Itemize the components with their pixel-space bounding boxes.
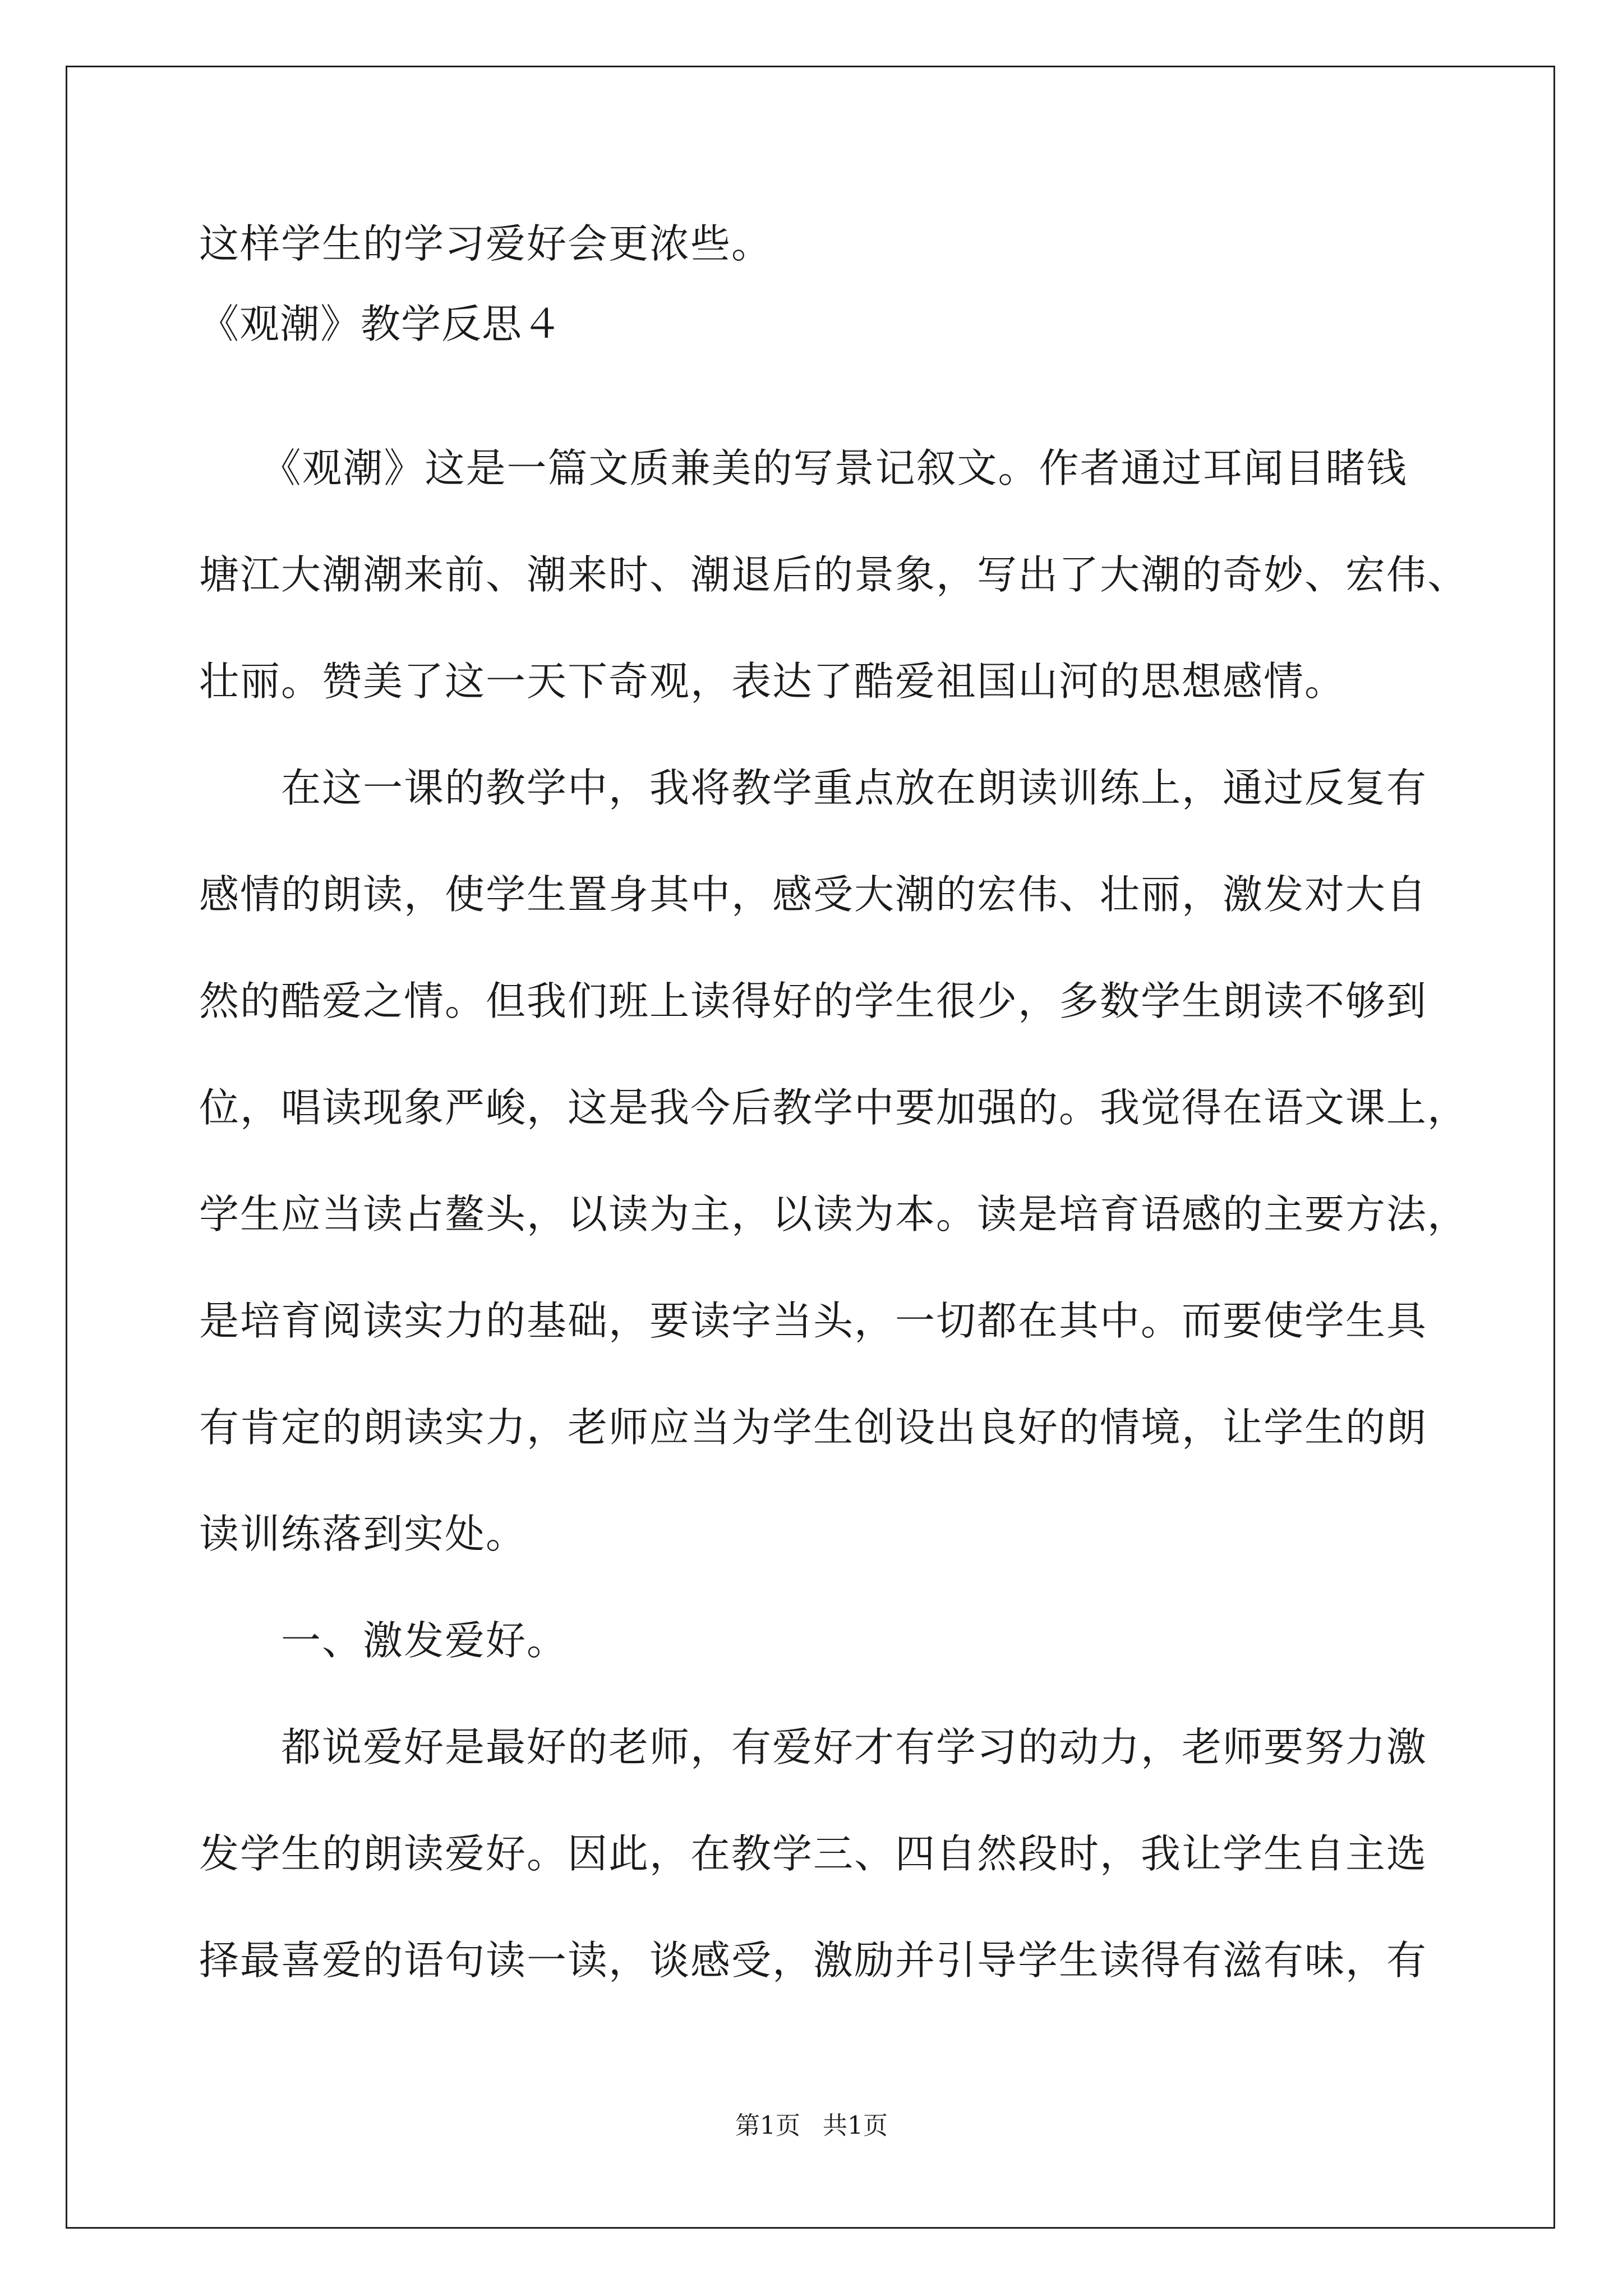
page-number: 第1页	[735, 2111, 800, 2140]
page-footer	[0, 2109, 1623, 2143]
text-line: 《观潮》这是一篇文质兼美的写景记叙文。作者通过耳闻目睹钱	[199, 445, 1408, 491]
text-line: 感情的朗读，使学生置身其中，感受大潮的宏伟、壮丽，激发对大自	[199, 871, 1428, 918]
text-line: 是培育阅读实力的基础，要读字当头，一切都在其中。而要使学生具	[199, 1297, 1428, 1344]
text-line: 然的酷爱之情。但我们班上读得好的学生很少，多数学生朗读不够到	[199, 978, 1428, 1024]
text-line: 读训练落到实处。	[199, 1511, 527, 1557]
text-line: 塘江大潮潮来前、潮来时、潮退后的景象，写出了大潮的奇妙、宏伟、	[199, 551, 1469, 598]
text-line: 这样学生的学习爱好会更浓些。	[199, 220, 773, 267]
text-line: 位，唱读现象严峻，这是我今后教学中要加强的。我觉得在语文课上，	[199, 1084, 1469, 1131]
text-line: 都说爱好是最好的老师，有爱好才有学习的动力，老师要努力激	[199, 1724, 1428, 1770]
text-line: 发学生的朗读爱好。因此，在教学三、四自然段时，我让学生自主选	[199, 1830, 1428, 1877]
page-border	[66, 66, 1555, 2229]
text-line: 一、激发爱好。	[199, 1617, 568, 1664]
text-line: 择最喜爱的语句读一读，谈感受，激励并引导学生读得有滋有味，有	[199, 1937, 1428, 1984]
section-heading: 《观潮》教学反思４	[199, 301, 563, 347]
page-total: 共1页	[823, 2111, 888, 2140]
text-line: 壮丽。赞美了这一天下奇观，表达了酷爱祖国山河的思想感情。	[199, 658, 1346, 705]
text-line: 学生应当读占鳌头，以读为主，以读为本。读是培育语感的主要方法，	[199, 1191, 1469, 1237]
text-line: 在这一课的教学中，我将教学重点放在朗读训练上，通过反复有	[199, 765, 1428, 811]
text-line: 有肯定的朗读实力，老师应当为学生创设出良好的情境，让学生的朗	[199, 1404, 1428, 1451]
